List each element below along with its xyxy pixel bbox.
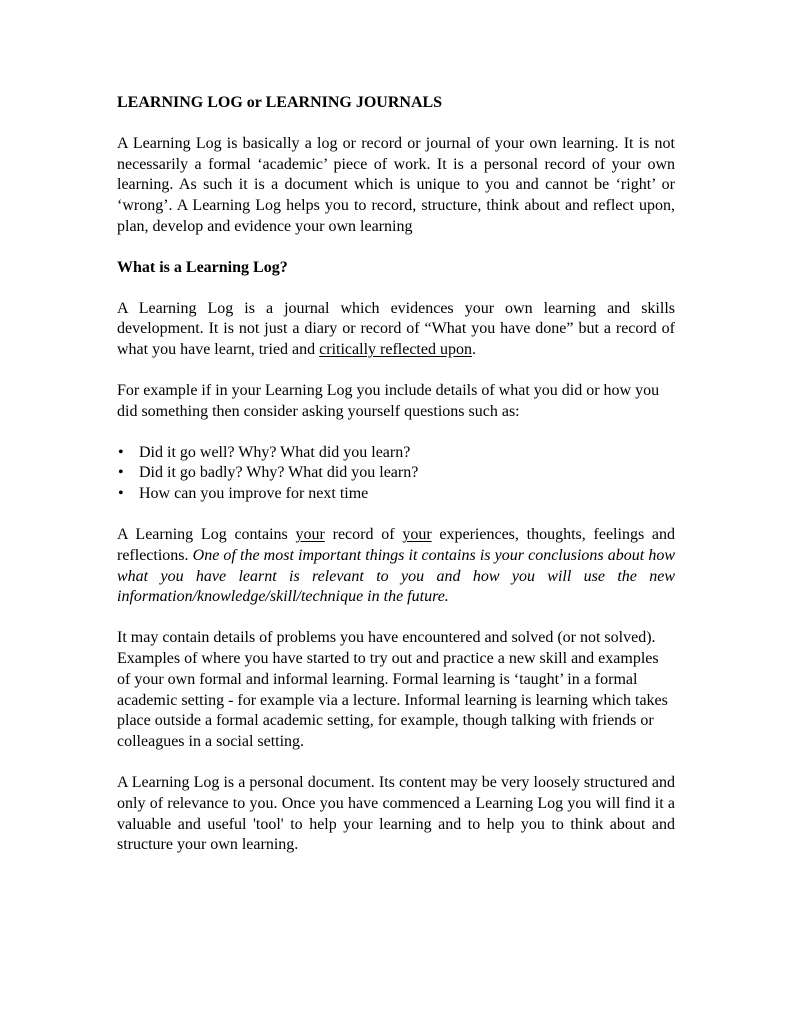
document-title: LEARNING LOG or LEARNING JOURNALS xyxy=(117,94,443,111)
definition-paragraph xyxy=(117,299,675,361)
contents-text-2: record of xyxy=(324,525,403,543)
your-underline-1: your xyxy=(295,525,325,543)
section-heading: What is a Learning Log? xyxy=(117,258,288,276)
critically-reflected-underline: critically reflected upon xyxy=(319,341,472,359)
definition-end: . xyxy=(471,341,476,359)
conclusions-italic: One of the most important things it contains is your conclusions about how what you have learnt is relevant to you and how you will use the new information/knowledge/skill/technique in the future. xyxy=(117,546,675,606)
bullet-icon: • xyxy=(118,464,124,482)
list-item xyxy=(117,484,675,505)
problems-paragraph: It may contain details of problems you have encountered and solved (or not solved). Examples of where you have started to try out and practice a new skill and examples of your own formal and informal learning. Formal learning is ‘taught’ in a formal academic setting - for example via a lecture. Informal learning is learning which takes place outside a formal academic setting, for example, though talking with friends or colleagues in a social setting. xyxy=(117,629,668,751)
contents-text-3: experiences, thoughts, feelings and reflections. xyxy=(117,525,676,564)
list-item xyxy=(117,443,675,464)
bullet-icon: • xyxy=(118,485,124,503)
document-body xyxy=(117,93,675,876)
definition-text: A Learning Log is a journal which evidences your own learning and skills development. It is not just a diary or record of “What you have done” but a record of what you have learnt, tried and xyxy=(117,299,675,359)
contents-text-1: A Learning Log contains xyxy=(117,525,296,543)
intro-paragraph: A Learning Log is basically a log or record or journal of your own learning. It is not necessarily a formal ‘academic’ piece of work. It is a personal record of your own learning. As such it is a document which is unique to you and cannot be ‘right’ or ‘wrong’. A Learning Log helps you to record, structure, think about and reflect upon, plan, develop and evidence your own learning xyxy=(117,134,675,235)
list-item xyxy=(117,463,675,484)
list-item-text: How can you improve for next time xyxy=(139,485,369,503)
personal-document-paragraph: A Learning Log is a personal document. Its content may be very loosely structured and only of relevance to you. Once you have commenced a Learning Log you will find it a valuable and useful 'tool' to help your learning and to help you to think about and structure your own learning. xyxy=(117,773,675,854)
list-item-text: Did it go well? Why? What did you learn? xyxy=(139,443,411,461)
list-item-text: Did it go badly? Why? What did you learn? xyxy=(139,464,419,482)
contents-paragraph xyxy=(117,525,675,608)
example-paragraph: For example if in your Learning Log you include details of what you did or how you did something then consider asking yourself questions such as: xyxy=(117,381,660,420)
bullet-icon: • xyxy=(118,443,124,461)
your-underline-2: your xyxy=(402,525,432,543)
question-list xyxy=(117,443,675,505)
